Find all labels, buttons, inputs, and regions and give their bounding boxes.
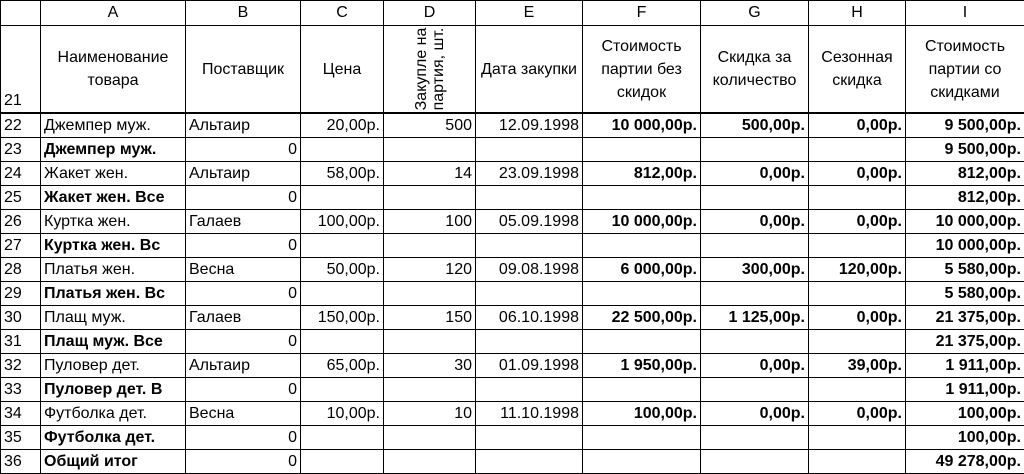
header-cell-price[interactable]: Цена bbox=[301, 26, 384, 114]
table-row bbox=[1, 402, 1024, 426]
cell-supplier[interactable]: 0 bbox=[186, 282, 301, 306]
cell-seasonal-discount[interactable] bbox=[809, 186, 906, 210]
cell-supplier[interactable]: Альтаир bbox=[186, 162, 301, 186]
cell-cost-no-discount[interactable]: 6 000,00р. bbox=[583, 258, 701, 282]
cell-quantity-discount[interactable]: 300,00р. bbox=[701, 258, 809, 282]
cell-price[interactable]: 150,00р. bbox=[301, 306, 384, 330]
cell-quantity-discount[interactable]: 0,00р. bbox=[701, 354, 809, 378]
cell-cost-with-discount[interactable]: 100,00р. bbox=[906, 426, 1024, 450]
cell-date[interactable] bbox=[476, 282, 583, 306]
cell-quantity-discount[interactable] bbox=[701, 450, 809, 474]
subtotal-row bbox=[1, 234, 1024, 258]
cell-name[interactable]: Футболка дет. bbox=[41, 402, 186, 426]
row-number[interactable]: 29 bbox=[1, 282, 41, 306]
cell-quantity[interactable] bbox=[384, 426, 476, 450]
cell-cost-with-discount[interactable]: 9 500,00р. bbox=[906, 138, 1024, 162]
cell-seasonal-discount[interactable] bbox=[809, 378, 906, 402]
cell-name[interactable]: Жакет жен. Все bbox=[41, 186, 186, 210]
header-cell-supplier[interactable]: Поставщик bbox=[186, 26, 301, 114]
cell-quantity-discount[interactable]: 0,00р. bbox=[701, 402, 809, 426]
cell-date[interactable] bbox=[476, 426, 583, 450]
cell-name[interactable]: Платья жен. Вс bbox=[41, 282, 186, 306]
cell-date[interactable]: 05.09.1998 bbox=[476, 210, 583, 234]
row-number[interactable]: 33 bbox=[1, 378, 41, 402]
cell-cost-with-discount[interactable]: 49 278,00р. bbox=[906, 450, 1024, 474]
cell-price[interactable] bbox=[301, 330, 384, 354]
subtotal-row bbox=[1, 426, 1024, 450]
table-row bbox=[1, 113, 1024, 138]
cell-cost-with-discount[interactable]: 100,00р. bbox=[906, 402, 1024, 426]
cell-quantity-discount[interactable] bbox=[701, 186, 809, 210]
cell-price[interactable]: 50,00р. bbox=[301, 258, 384, 282]
vertical-text-wrapper bbox=[384, 26, 475, 112]
table-row bbox=[1, 210, 1024, 234]
cell-quantity[interactable]: 100 bbox=[384, 210, 476, 234]
cell-quantity[interactable] bbox=[384, 186, 476, 210]
cell-supplier[interactable]: Весна bbox=[186, 258, 301, 282]
row-number[interactable]: 32 bbox=[1, 354, 41, 378]
cell-cost-with-discount[interactable]: 9 500,00р. bbox=[906, 113, 1024, 138]
cell-date[interactable] bbox=[476, 234, 583, 258]
column-header-g[interactable]: G bbox=[701, 1, 809, 26]
table-row bbox=[1, 306, 1024, 330]
cell-price[interactable]: 10,00р. bbox=[301, 402, 384, 426]
cell-quantity[interactable] bbox=[384, 282, 476, 306]
cell-name[interactable]: Футболка дет. bbox=[41, 426, 186, 450]
cell-seasonal-discount[interactable] bbox=[809, 234, 906, 258]
table-row bbox=[1, 162, 1024, 186]
header-cell-quantity[interactable] bbox=[384, 26, 476, 114]
row-number[interactable]: 30 bbox=[1, 306, 41, 330]
subtotal-row bbox=[1, 378, 1024, 402]
cell-quantity[interactable] bbox=[384, 234, 476, 258]
cell-cost-no-discount[interactable] bbox=[583, 378, 701, 402]
row-number[interactable]: 35 bbox=[1, 426, 41, 450]
cell-name[interactable]: Платья жен. bbox=[41, 258, 186, 282]
cell-quantity[interactable]: 10 bbox=[384, 402, 476, 426]
cell-cost-with-discount[interactable]: 1 911,00р. bbox=[906, 378, 1024, 402]
cell-quantity[interactable]: 120 bbox=[384, 258, 476, 282]
cell-supplier[interactable]: Весна bbox=[186, 402, 301, 426]
row-number[interactable]: 27 bbox=[1, 234, 41, 258]
header-cell-cost-with-discount[interactable]: Стоимость партии со скидками bbox=[906, 26, 1024, 114]
column-header-c[interactable]: C bbox=[301, 1, 384, 26]
cell-price[interactable]: 20,00р. bbox=[301, 113, 384, 138]
cell-price[interactable] bbox=[301, 282, 384, 306]
select-all-corner[interactable] bbox=[1, 1, 41, 26]
cell-price[interactable] bbox=[301, 450, 384, 474]
header-cell-date[interactable]: Дата закупки bbox=[476, 26, 583, 114]
subtotal-row bbox=[1, 330, 1024, 354]
cell-cost-no-discount[interactable] bbox=[583, 282, 701, 306]
cell-seasonal-discount[interactable] bbox=[809, 426, 906, 450]
column-header-a[interactable]: A bbox=[41, 1, 186, 26]
cell-price[interactable] bbox=[301, 234, 384, 258]
cell-cost-no-discount[interactable] bbox=[583, 426, 701, 450]
cell-date[interactable]: 09.08.1998 bbox=[476, 258, 583, 282]
cell-quantity-discount[interactable] bbox=[701, 234, 809, 258]
cell-name[interactable]: Общий итог bbox=[41, 450, 186, 474]
subtotal-row bbox=[1, 138, 1024, 162]
cell-supplier[interactable]: 0 bbox=[186, 138, 301, 162]
table-row bbox=[1, 354, 1024, 378]
cell-name[interactable]: Куртка жен. Вс bbox=[41, 234, 186, 258]
cell-cost-no-discount[interactable]: 10 000,00р. bbox=[583, 113, 701, 138]
table-header-row bbox=[1, 26, 1024, 114]
cell-supplier[interactable]: Галаев bbox=[186, 306, 301, 330]
column-header-i[interactable]: I bbox=[906, 1, 1024, 26]
cell-quantity[interactable] bbox=[384, 138, 476, 162]
cell-seasonal-discount[interactable] bbox=[809, 282, 906, 306]
cell-date[interactable] bbox=[476, 450, 583, 474]
cell-cost-no-discount[interactable]: 100,00р. bbox=[583, 402, 701, 426]
cell-date[interactable] bbox=[476, 378, 583, 402]
cell-supplier[interactable]: 0 bbox=[186, 378, 301, 402]
cell-quantity-discount[interactable] bbox=[701, 378, 809, 402]
row-number[interactable]: 24 bbox=[1, 162, 41, 186]
cell-price[interactable] bbox=[301, 186, 384, 210]
cell-supplier[interactable]: 0 bbox=[186, 330, 301, 354]
cell-price[interactable] bbox=[301, 426, 384, 450]
cell-date[interactable]: 01.09.1998 bbox=[476, 354, 583, 378]
row-number[interactable]: 31 bbox=[1, 330, 41, 354]
cell-price[interactable]: 65,00р. bbox=[301, 354, 384, 378]
cell-quantity[interactable]: 500 bbox=[384, 113, 476, 138]
cell-seasonal-discount[interactable]: 39,00р. bbox=[809, 354, 906, 378]
cell-quantity-discount[interactable] bbox=[701, 426, 809, 450]
header-cell-quantity-discount[interactable]: Скидка за количество bbox=[701, 26, 809, 114]
header-cell-seasonal-discount[interactable]: Сезонная скидка bbox=[809, 26, 906, 114]
row-number[interactable]: 23 bbox=[1, 138, 41, 162]
cell-date[interactable]: 12.09.1998 bbox=[476, 113, 583, 138]
cell-supplier[interactable]: Альтаир bbox=[186, 113, 301, 138]
cell-cost-with-discount[interactable]: 10 000,00р. bbox=[906, 234, 1024, 258]
cell-quantity[interactable] bbox=[384, 378, 476, 402]
cell-cost-with-discount[interactable]: 1 911,00р. bbox=[906, 354, 1024, 378]
table-row bbox=[1, 258, 1024, 282]
cell-supplier[interactable]: 0 bbox=[186, 234, 301, 258]
cell-seasonal-discount[interactable] bbox=[809, 330, 906, 354]
cell-seasonal-discount[interactable] bbox=[809, 138, 906, 162]
cell-cost-no-discount[interactable] bbox=[583, 138, 701, 162]
cell-supplier[interactable]: Альтаир bbox=[186, 354, 301, 378]
cell-supplier[interactable]: 0 bbox=[186, 426, 301, 450]
column-header-b[interactable]: B bbox=[186, 1, 301, 26]
row-number[interactable]: 22 bbox=[1, 113, 41, 138]
cell-supplier[interactable]: Галаев bbox=[186, 210, 301, 234]
cell-date[interactable]: 23.09.1998 bbox=[476, 162, 583, 186]
cell-seasonal-discount[interactable]: 0,00р. bbox=[809, 210, 906, 234]
header-cell-quantity-text: Закупле на партия, шт. bbox=[413, 26, 447, 112]
cell-price[interactable]: 58,00р. bbox=[301, 162, 384, 186]
cell-quantity-discount[interactable]: 0,00р. bbox=[701, 210, 809, 234]
cell-date[interactable] bbox=[476, 138, 583, 162]
header-cell-name[interactable]: Наименование товара bbox=[41, 26, 186, 114]
cell-seasonal-discount[interactable]: 120,00р. bbox=[809, 258, 906, 282]
row-number[interactable]: 34 bbox=[1, 402, 41, 426]
cell-date[interactable]: 06.10.1998 bbox=[476, 306, 583, 330]
cell-quantity[interactable] bbox=[384, 450, 476, 474]
row-number[interactable]: 28 bbox=[1, 258, 41, 282]
header-cell-cost-no-discount[interactable]: Стоимость партии без скидок bbox=[583, 26, 701, 114]
cell-cost-no-discount[interactable] bbox=[583, 234, 701, 258]
cell-cost-with-discount[interactable]: 5 580,00р. bbox=[906, 282, 1024, 306]
cell-price[interactable]: 100,00р. bbox=[301, 210, 384, 234]
cell-name[interactable]: Джемпер муж. bbox=[41, 138, 186, 162]
cell-quantity-discount[interactable] bbox=[701, 330, 809, 354]
column-header-row bbox=[1, 1, 1024, 26]
cell-seasonal-discount[interactable]: 0,00р. bbox=[809, 402, 906, 426]
cell-cost-with-discount[interactable]: 21 375,00р. bbox=[906, 330, 1024, 354]
cell-quantity-discount[interactable]: 1 125,00р. bbox=[701, 306, 809, 330]
cell-quantity[interactable]: 14 bbox=[384, 162, 476, 186]
cell-date[interactable]: 11.10.1998 bbox=[476, 402, 583, 426]
cell-date[interactable] bbox=[476, 186, 583, 210]
cell-name[interactable]: Джемпер муж. bbox=[41, 113, 186, 138]
cell-cost-no-discount[interactable]: 1 950,00р. bbox=[583, 354, 701, 378]
cell-quantity-discount[interactable]: 0,00р. bbox=[701, 162, 809, 186]
cell-cost-no-discount[interactable]: 22 500,00р. bbox=[583, 306, 701, 330]
cell-price[interactable] bbox=[301, 378, 384, 402]
subtotal-row bbox=[1, 186, 1024, 210]
column-header-h[interactable]: H bbox=[809, 1, 906, 26]
row-number[interactable]: 36 bbox=[1, 450, 41, 474]
cell-date[interactable] bbox=[476, 330, 583, 354]
cell-name[interactable]: Плащ муж. bbox=[41, 306, 186, 330]
cell-name[interactable]: Жакет жен. bbox=[41, 162, 186, 186]
cell-cost-no-discount[interactable]: 812,00р. bbox=[583, 162, 701, 186]
cell-quantity-discount[interactable] bbox=[701, 138, 809, 162]
cell-price[interactable] bbox=[301, 138, 384, 162]
cell-name[interactable]: Пуловер дет. В bbox=[41, 378, 186, 402]
cell-name[interactable]: Куртка жен. bbox=[41, 210, 186, 234]
cell-cost-with-discount[interactable]: 10 000,00р. bbox=[906, 210, 1024, 234]
subtotal-row bbox=[1, 282, 1024, 306]
cell-seasonal-discount[interactable]: 0,00р. bbox=[809, 306, 906, 330]
cell-seasonal-discount[interactable] bbox=[809, 450, 906, 474]
cell-supplier[interactable]: 0 bbox=[186, 186, 301, 210]
cell-cost-with-discount[interactable]: 5 580,00р. bbox=[906, 258, 1024, 282]
row-number[interactable]: 26 bbox=[1, 210, 41, 234]
row-number[interactable]: 21 bbox=[1, 26, 41, 114]
cell-cost-no-discount[interactable] bbox=[583, 450, 701, 474]
row-number[interactable]: 25 bbox=[1, 186, 41, 210]
cell-supplier[interactable]: 0 bbox=[186, 450, 301, 474]
cell-name[interactable]: Плащ муж. Все bbox=[41, 330, 186, 354]
column-header-d[interactable]: D bbox=[384, 1, 476, 26]
cell-name[interactable]: Пуловер дет. bbox=[41, 354, 186, 378]
cell-cost-with-discount[interactable]: 812,00р. bbox=[906, 162, 1024, 186]
column-header-f[interactable]: F bbox=[583, 1, 701, 26]
column-header-e[interactable]: E bbox=[476, 1, 583, 26]
cell-seasonal-discount[interactable]: 0,00р. bbox=[809, 162, 906, 186]
cell-cost-no-discount[interactable] bbox=[583, 330, 701, 354]
cell-quantity-discount[interactable]: 500,00р. bbox=[701, 113, 809, 138]
cell-quantity[interactable]: 150 bbox=[384, 306, 476, 330]
cell-cost-no-discount[interactable]: 10 000,00р. bbox=[583, 210, 701, 234]
cell-cost-no-discount[interactable] bbox=[583, 186, 701, 210]
cell-cost-with-discount[interactable]: 21 375,00р. bbox=[906, 306, 1024, 330]
cell-quantity[interactable] bbox=[384, 330, 476, 354]
subtotal-row bbox=[1, 450, 1024, 474]
cell-cost-with-discount[interactable]: 812,00р. bbox=[906, 186, 1024, 210]
cell-quantity[interactable]: 30 bbox=[384, 354, 476, 378]
cell-quantity-discount[interactable] bbox=[701, 282, 809, 306]
cell-seasonal-discount[interactable]: 0,00р. bbox=[809, 113, 906, 138]
